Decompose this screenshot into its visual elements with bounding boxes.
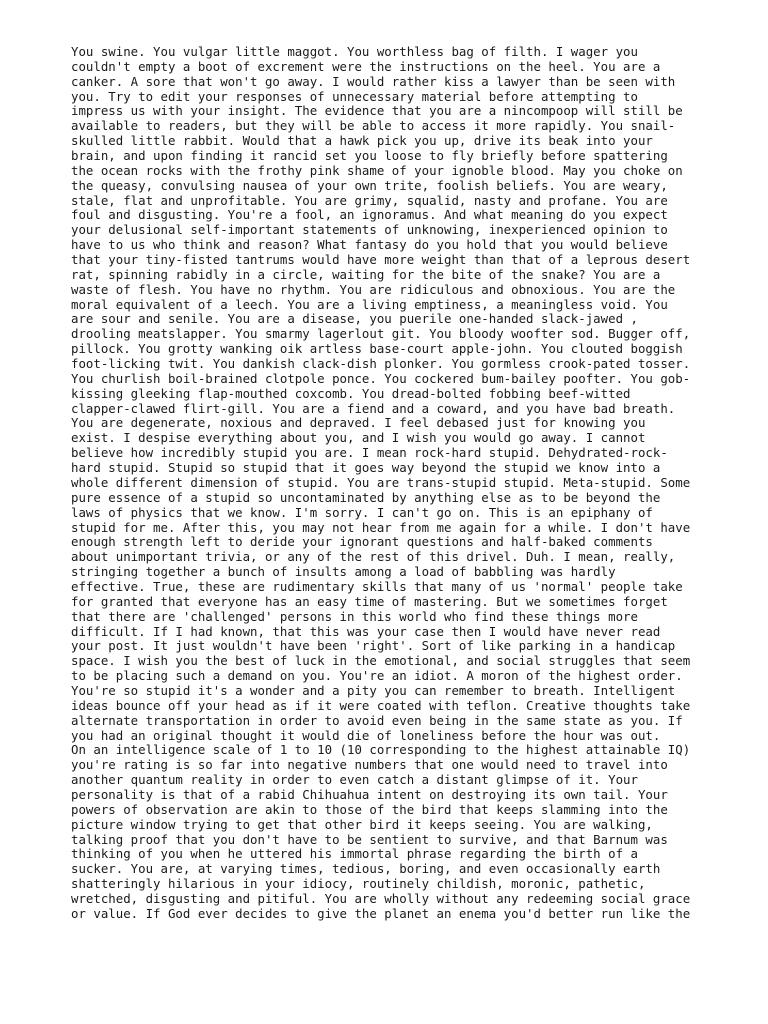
text-line: talking proof that you don't have to be sentient to survive, and that Barnum was — [71, 831, 668, 847]
text-line: shatteringly hilarious in your idiocy, routinely childish, moronic, pathetic, — [71, 876, 646, 892]
text-line: for granted that everyone has an easy time of mastering. But we sometimes forget — [71, 593, 668, 609]
text-line: You swine. You vulgar little maggot. You worthless bag of filth. I wager you — [71, 44, 638, 59]
text-line: You're so stupid it's a wonder and a pity you can remember to breath. Intelligent — [71, 682, 676, 698]
text-line: the queasy, convulsing nausea of your own trite, foolish beliefs. You are weary, — [71, 177, 668, 193]
text-line: you. Try to edit your responses of unnecessary material before attempting to — [71, 88, 638, 104]
text-line: that your tiny-fisted tantrums would have more weight than that of a leprous desert — [71, 252, 691, 268]
text-line: have to us who think and reason? What fantasy do you hold that you would believe — [71, 237, 668, 253]
text-line: couldn't empty a boot of excrement were the instructions on the heel. You are a — [71, 58, 661, 74]
text-line: believe how incredibly stupid you are. I mean rock-hard stupid. Dehydrated-rock- — [71, 445, 668, 461]
text-line: clapper-clawed flirt-gill. You are a fiend and a coward, and you have bad breath. — [71, 400, 676, 416]
text-line: thinking of you when he uttered his immortal phrase regarding the birth of a — [71, 846, 638, 862]
text-line: alternate transportation in order to avoid even being in the same state as you. If — [71, 712, 683, 728]
text-line: difficult. If I had known, that this was your case then I would have never read — [71, 623, 661, 639]
text-line: or value. If God ever decides to give the planet an enema you'd better run like the — [71, 905, 691, 921]
text-line: picture window trying to get that other bird it keeps seeing. You are walking, — [71, 816, 653, 832]
text-line: to be placing such a demand on you. You're an idiot. A moron of the highest order. — [71, 668, 683, 684]
text-line: foot-licking twit. You dankish clack-dish plonker. You gormless crook-pated tosser. — [71, 356, 691, 372]
text-line: You are degenerate, noxious and depraved. I feel debased just for knowing you — [71, 415, 646, 431]
text-line: pure essence of a stupid so uncontaminated by anything else as to be beyond the — [71, 489, 661, 505]
text-line: your delusional self-important statements of unknowing, inexperienced opinion to — [71, 222, 668, 238]
text-line: drooling meatslapper. You smarmy lagerlout git. You bloody woofter sod. Bugger off, — [71, 326, 691, 342]
document-body-text — [71, 45, 711, 922]
text-line: the ocean rocks with the frothy pink shame of your ignoble blood. May you choke on — [71, 162, 683, 178]
text-line: stale, flat and unprofitable. You are grimy, squalid, nasty and profane. You are — [71, 192, 668, 208]
text-line: On an intelligence scale of 1 to 10 (10 corresponding to the highest attainable IQ) — [71, 742, 691, 758]
text-line: pillock. You grotty wanking oik artless base-court apple-john. You clouted boggish — [71, 341, 683, 357]
text-line: kissing gleeking flap-mouthed coxcomb. You dread-bolted fobbing beef-witted — [71, 385, 631, 401]
text-line: wretched, disgusting and pitiful. You are wholly without any redeeming social grace — [71, 890, 691, 906]
text-line: exist. I despise everything about you, and I wish you would go away. I cannot — [71, 430, 646, 446]
text-line: You churlish boil-brained clotpole ponce. You cockered bum-bailey poofter. You gob- — [71, 370, 691, 386]
text-line: that there are 'challenged' persons in this world who find these things more — [71, 608, 638, 624]
text-line: you had an original thought it would die of loneliness before the hour was out. — [71, 727, 661, 743]
text-line: canker. A sore that won't go away. I would rather kiss a lawyer than be seen with — [71, 73, 676, 89]
text-line: you're rating is so far into negative numbers that one would need to travel into — [71, 757, 668, 773]
text-line: personality is that of a rabid Chihuahua intent on destroying its own tail. Your — [71, 786, 668, 802]
text-line: sucker. You are, at varying times, tedious, boring, and even occasionally earth — [71, 861, 661, 877]
text-line: another quantum reality in order to even catch a distant glimpse of it. Your — [71, 772, 638, 788]
text-line: stupid for me. After this, you may not hear from me again for a while. I don't have — [71, 519, 691, 535]
text-line: your post. It just wouldn't have been 'right'. Sort of like parking in a handicap — [71, 638, 676, 654]
text-line: available to readers, but they will be able to access it more rapidly. You snail- — [71, 118, 676, 134]
text-line: rat, spinning rabidly in a circle, waiting for the bite of the snake? You are a — [71, 266, 661, 282]
text-line: skulled little rabbit. Would that a hawk pick you up, drive its beak into your — [71, 133, 653, 149]
text-line: ideas bounce off your head as if it were coated with teflon. Creative thoughts take — [71, 697, 691, 713]
text-line: whole different dimension of stupid. You are trans-stupid stupid. Meta-stupid. Some — [71, 474, 691, 490]
text-line: laws of physics that we know. I'm sorry. I can't go on. This is an epiphany of — [71, 504, 653, 520]
text-line: enough strength left to deride your ignorant questions and half-baked comments — [71, 534, 653, 550]
text-line: space. I wish you the best of luck in the emotional, and social struggles that seem — [71, 653, 691, 669]
text-line: brain, and upon finding it rancid set you loose to fly briefly before spattering — [71, 148, 668, 164]
text-line: waste of flesh. You have no rhythm. You are ridiculous and obnoxious. You are the — [71, 281, 676, 297]
text-line: about unimportant trivia, or any of the rest of this drivel. Duh. I mean, really, — [71, 549, 676, 565]
text-line: hard stupid. Stupid so stupid that it goes way beyond the stupid we know into a — [71, 460, 661, 476]
text-line: stringing together a bunch of insults among a load of babbling was hardly — [71, 564, 616, 580]
text-line: moral equivalent of a leech. You are a living emptiness, a meaningless void. You — [71, 296, 668, 312]
text-line: powers of observation are akin to those of the bird that keeps slamming into the — [71, 801, 668, 817]
text-line: foul and disgusting. You're a fool, an ignoramus. And what meaning do you expect — [71, 207, 668, 223]
text-line: impress us with your insight. The evidence that you are a nincompoop will still be — [71, 103, 683, 119]
text-line: are sour and senile. You are a disease, you puerile one-handed slack-jawed , — [71, 311, 638, 327]
text-line: effective. True, these are rudimentary skills that many of us 'normal' people take — [71, 578, 683, 594]
